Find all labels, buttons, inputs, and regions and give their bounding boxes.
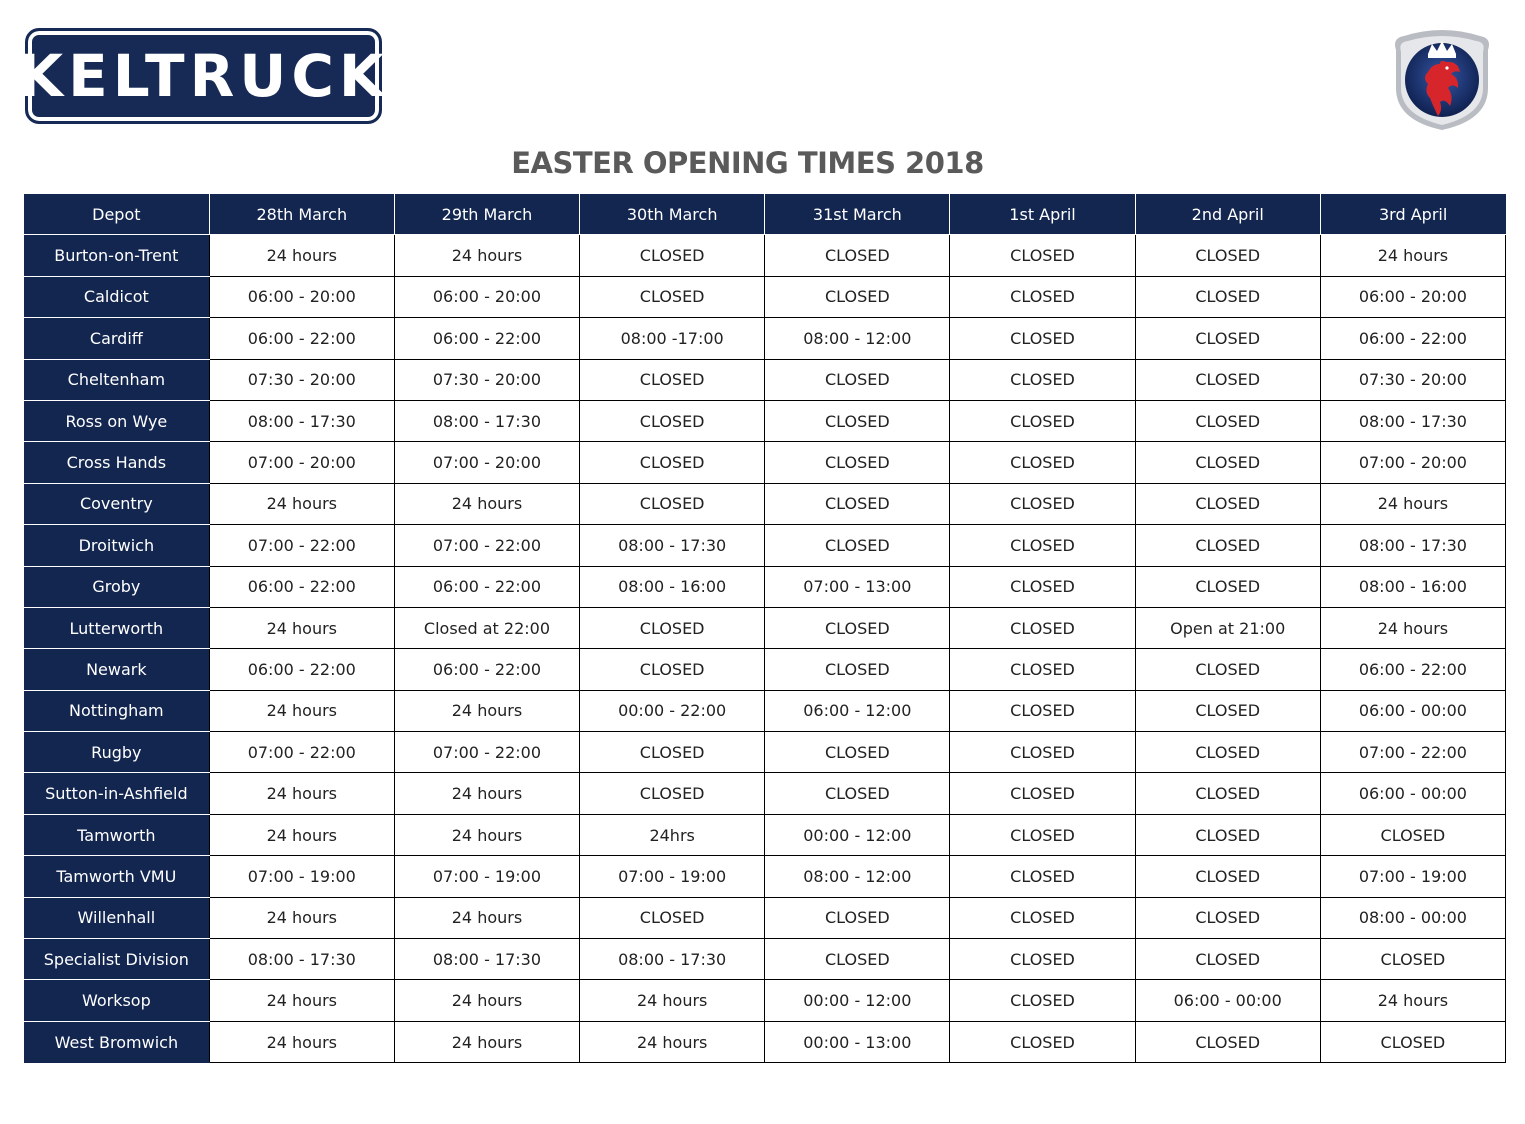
depot-name: Caldicot (24, 276, 209, 317)
hours-cell: 08:00 - 00:00 (1320, 897, 1505, 938)
page-title: EASTER OPENING TIMES 2018 (511, 146, 984, 180)
hours-cell: CLOSED (950, 1021, 1135, 1062)
column-header: 28th March (209, 194, 394, 235)
hours-cell: CLOSED (950, 939, 1135, 980)
hours-cell: CLOSED (950, 442, 1135, 483)
depot-name: Tamworth VMU (24, 856, 209, 897)
hours-cell: CLOSED (1135, 939, 1320, 980)
hours-cell: CLOSED (950, 235, 1135, 276)
hours-cell: 08:00 - 17:30 (209, 939, 394, 980)
hours-cell: 24 hours (394, 980, 579, 1021)
hours-cell: 07:00 - 20:00 (1320, 442, 1505, 483)
hours-cell: CLOSED (950, 690, 1135, 731)
hours-cell: 24 hours (394, 814, 579, 855)
table-row (24, 607, 1506, 648)
hours-cell: 00:00 - 12:00 (765, 814, 950, 855)
hours-cell: 07:00 - 20:00 (209, 442, 394, 483)
hours-cell: CLOSED (950, 400, 1135, 441)
table-row (24, 442, 1506, 483)
hours-cell: CLOSED (950, 318, 1135, 359)
hours-cell: 06:00 - 22:00 (209, 566, 394, 607)
hours-cell: 06:00 - 22:00 (394, 318, 579, 359)
hours-cell: CLOSED (1135, 690, 1320, 731)
hours-cell: 24hrs (580, 814, 765, 855)
depot-name: Ross on Wye (24, 400, 209, 441)
hours-cell: CLOSED (765, 400, 950, 441)
hours-cell: 06:00 - 00:00 (1320, 773, 1505, 814)
table-row (24, 980, 1506, 1021)
table-row (24, 773, 1506, 814)
hours-cell: 06:00 - 22:00 (1320, 649, 1505, 690)
hours-cell: CLOSED (1135, 400, 1320, 441)
depot-name: Droitwich (24, 525, 209, 566)
hours-cell: CLOSED (765, 235, 950, 276)
hours-cell: CLOSED (950, 607, 1135, 648)
table-row (24, 483, 1506, 524)
hours-cell: CLOSED (1135, 814, 1320, 855)
hours-cell: 06:00 - 22:00 (1320, 318, 1505, 359)
hours-cell: 24 hours (1320, 235, 1505, 276)
hours-cell: 07:00 - 13:00 (765, 566, 950, 607)
depot-name: Willenhall (24, 897, 209, 938)
depot-name: Lutterworth (24, 607, 209, 648)
hours-cell: 24 hours (1320, 980, 1505, 1021)
hours-cell: 24 hours (394, 897, 579, 938)
table-row (24, 690, 1506, 731)
hours-cell: CLOSED (765, 276, 950, 317)
depot-name: Newark (24, 649, 209, 690)
hours-cell: 00:00 - 13:00 (765, 1021, 950, 1062)
hours-cell: CLOSED (1135, 442, 1320, 483)
hours-cell: CLOSED (1135, 318, 1320, 359)
hours-cell: 24 hours (209, 897, 394, 938)
hours-cell: CLOSED (1135, 566, 1320, 607)
hours-cell: CLOSED (1135, 276, 1320, 317)
hours-cell: CLOSED (1135, 235, 1320, 276)
hours-cell: CLOSED (1135, 1021, 1320, 1062)
hours-cell: CLOSED (1135, 359, 1320, 400)
table-row (24, 939, 1506, 980)
hours-cell: CLOSED (580, 400, 765, 441)
hours-cell: CLOSED (950, 897, 1135, 938)
hours-cell: 08:00 - 17:30 (580, 939, 765, 980)
depot-name: Cheltenham (24, 359, 209, 400)
hours-cell: 08:00 - 17:30 (580, 525, 765, 566)
depot-name: Worksop (24, 980, 209, 1021)
hours-cell: 07:00 - 19:00 (394, 856, 579, 897)
hours-cell: 24 hours (580, 1021, 765, 1062)
hours-cell: CLOSED (1135, 897, 1320, 938)
hours-cell: 08:00 - 16:00 (580, 566, 765, 607)
hours-cell: 08:00 - 17:30 (394, 939, 579, 980)
column-header: 30th March (580, 194, 765, 235)
hours-cell: CLOSED (765, 773, 950, 814)
table-row (24, 649, 1506, 690)
hours-cell: CLOSED (765, 525, 950, 566)
hours-cell: CLOSED (580, 442, 765, 483)
hours-cell: 07:00 - 20:00 (394, 442, 579, 483)
hours-cell: 00:00 - 12:00 (765, 980, 950, 1021)
hours-cell: 24 hours (209, 690, 394, 731)
hours-cell: 24 hours (209, 483, 394, 524)
hours-cell: CLOSED (950, 980, 1135, 1021)
depot-name: West Bromwich (24, 1021, 209, 1062)
hours-cell: 06:00 - 22:00 (394, 566, 579, 607)
hours-cell: 08:00 - 17:30 (1320, 400, 1505, 441)
depot-name: Nottingham (24, 690, 209, 731)
depot-name: Groby (24, 566, 209, 607)
hours-cell: 06:00 - 12:00 (765, 690, 950, 731)
hours-cell: CLOSED (1320, 1021, 1505, 1062)
hours-cell: CLOSED (1320, 939, 1505, 980)
hours-cell: 06:00 - 20:00 (394, 276, 579, 317)
depot-name: Tamworth (24, 814, 209, 855)
hours-cell: 08:00 - 17:30 (394, 400, 579, 441)
hours-cell: CLOSED (950, 276, 1135, 317)
hours-cell: 07:30 - 20:00 (209, 359, 394, 400)
hours-cell: 07:00 - 22:00 (209, 525, 394, 566)
hours-cell: CLOSED (580, 897, 765, 938)
hours-cell: 24 hours (209, 235, 394, 276)
column-header: 29th March (394, 194, 579, 235)
hours-cell: CLOSED (765, 483, 950, 524)
hours-cell: CLOSED (1135, 525, 1320, 566)
hours-cell: 07:30 - 20:00 (394, 359, 579, 400)
hours-cell: 24 hours (580, 980, 765, 1021)
hours-cell: 06:00 - 20:00 (209, 276, 394, 317)
header-row (24, 194, 1506, 235)
depot-name: Rugby (24, 732, 209, 773)
table-body (24, 235, 1506, 1063)
hours-cell: CLOSED (1135, 649, 1320, 690)
hours-cell: 06:00 - 22:00 (394, 649, 579, 690)
hours-cell: CLOSED (765, 897, 950, 938)
hours-cell: CLOSED (765, 442, 950, 483)
hours-cell: 07:00 - 19:00 (1320, 856, 1505, 897)
hours-cell: CLOSED (580, 607, 765, 648)
hours-cell: 08:00 -17:00 (580, 318, 765, 359)
hours-cell: CLOSED (1320, 814, 1505, 855)
hours-cell: 24 hours (209, 980, 394, 1021)
hours-cell: 07:00 - 19:00 (209, 856, 394, 897)
hours-cell: 06:00 - 00:00 (1320, 690, 1505, 731)
hours-cell: 24 hours (394, 690, 579, 731)
table-row (24, 400, 1506, 441)
hours-cell: 06:00 - 22:00 (209, 318, 394, 359)
column-header: Depot (24, 194, 209, 235)
hours-cell: 24 hours (209, 773, 394, 814)
hours-cell: 24 hours (394, 773, 579, 814)
hours-cell: 07:00 - 22:00 (209, 732, 394, 773)
logo-text: KELTRUCK (18, 42, 389, 110)
table-row (24, 732, 1506, 773)
hours-cell: CLOSED (950, 483, 1135, 524)
hours-cell: 24 hours (394, 235, 579, 276)
table-row (24, 856, 1506, 897)
hours-cell: CLOSED (950, 856, 1135, 897)
hours-cell: 06:00 - 22:00 (209, 649, 394, 690)
depot-name: Specialist Division (24, 939, 209, 980)
hours-cell: 08:00 - 12:00 (765, 318, 950, 359)
hours-cell: CLOSED (765, 939, 950, 980)
hours-cell: Open at 21:00 (1135, 607, 1320, 648)
hours-cell: 24 hours (209, 1021, 394, 1062)
hours-cell: CLOSED (580, 649, 765, 690)
hours-cell: CLOSED (1135, 732, 1320, 773)
hours-cell: 24 hours (1320, 607, 1505, 648)
table-row (24, 897, 1506, 938)
hours-cell: 08:00 - 16:00 (1320, 566, 1505, 607)
table-row (24, 235, 1506, 276)
hours-cell: 00:00 - 22:00 (580, 690, 765, 731)
hours-cell: 24 hours (394, 483, 579, 524)
column-header: 2nd April (1135, 194, 1320, 235)
hours-cell: CLOSED (580, 732, 765, 773)
table-row (24, 318, 1506, 359)
hours-cell: CLOSED (950, 359, 1135, 400)
hours-cell: CLOSED (1135, 773, 1320, 814)
hours-cell: Closed at 22:00 (394, 607, 579, 648)
hours-cell: CLOSED (765, 649, 950, 690)
depot-name: Coventry (24, 483, 209, 524)
hours-cell: CLOSED (580, 235, 765, 276)
hours-cell: 06:00 - 20:00 (1320, 276, 1505, 317)
table-row (24, 525, 1506, 566)
table-row (24, 566, 1506, 607)
depot-name: Cross Hands (24, 442, 209, 483)
hours-cell: 08:00 - 17:30 (209, 400, 394, 441)
hours-cell: CLOSED (765, 607, 950, 648)
table-row (24, 814, 1506, 855)
table-row (24, 276, 1506, 317)
hours-cell: 24 hours (1320, 483, 1505, 524)
hours-cell: 07:30 - 20:00 (1320, 359, 1505, 400)
hours-cell: CLOSED (1135, 483, 1320, 524)
hours-cell: 24 hours (394, 1021, 579, 1062)
hours-cell: CLOSED (950, 773, 1135, 814)
hours-cell: CLOSED (765, 359, 950, 400)
hours-cell: CLOSED (580, 773, 765, 814)
hours-cell: 07:00 - 22:00 (394, 732, 579, 773)
column-header: 3rd April (1320, 194, 1505, 235)
hours-cell: 24 hours (209, 814, 394, 855)
hours-cell: CLOSED (580, 276, 765, 317)
depot-name: Burton-on-Trent (24, 235, 209, 276)
hours-cell: CLOSED (950, 649, 1135, 690)
column-header: 1st April (950, 194, 1135, 235)
hours-cell: CLOSED (580, 359, 765, 400)
hours-cell: 07:00 - 19:00 (580, 856, 765, 897)
hours-cell: 06:00 - 00:00 (1135, 980, 1320, 1021)
keltruck-logo (18, 28, 389, 124)
depot-name: Sutton-in-Ashfield (24, 773, 209, 814)
hours-cell: CLOSED (950, 814, 1135, 855)
hours-cell: CLOSED (580, 483, 765, 524)
opening-times-table (24, 194, 1506, 1063)
hours-cell: 08:00 - 12:00 (765, 856, 950, 897)
table-row (24, 359, 1506, 400)
depot-name: Cardiff (24, 318, 209, 359)
hours-cell: 07:00 - 22:00 (394, 525, 579, 566)
hours-cell: CLOSED (1135, 856, 1320, 897)
hours-cell: CLOSED (950, 525, 1135, 566)
column-header: 31st March (765, 194, 950, 235)
hours-cell: 24 hours (209, 607, 394, 648)
hours-cell: CLOSED (950, 566, 1135, 607)
griffin-crown-badge-icon (1388, 28, 1496, 132)
hours-cell: CLOSED (765, 732, 950, 773)
hours-cell: 07:00 - 22:00 (1320, 732, 1505, 773)
hours-cell: CLOSED (950, 732, 1135, 773)
hours-cell: 08:00 - 17:30 (1320, 525, 1505, 566)
table-row (24, 1021, 1506, 1062)
